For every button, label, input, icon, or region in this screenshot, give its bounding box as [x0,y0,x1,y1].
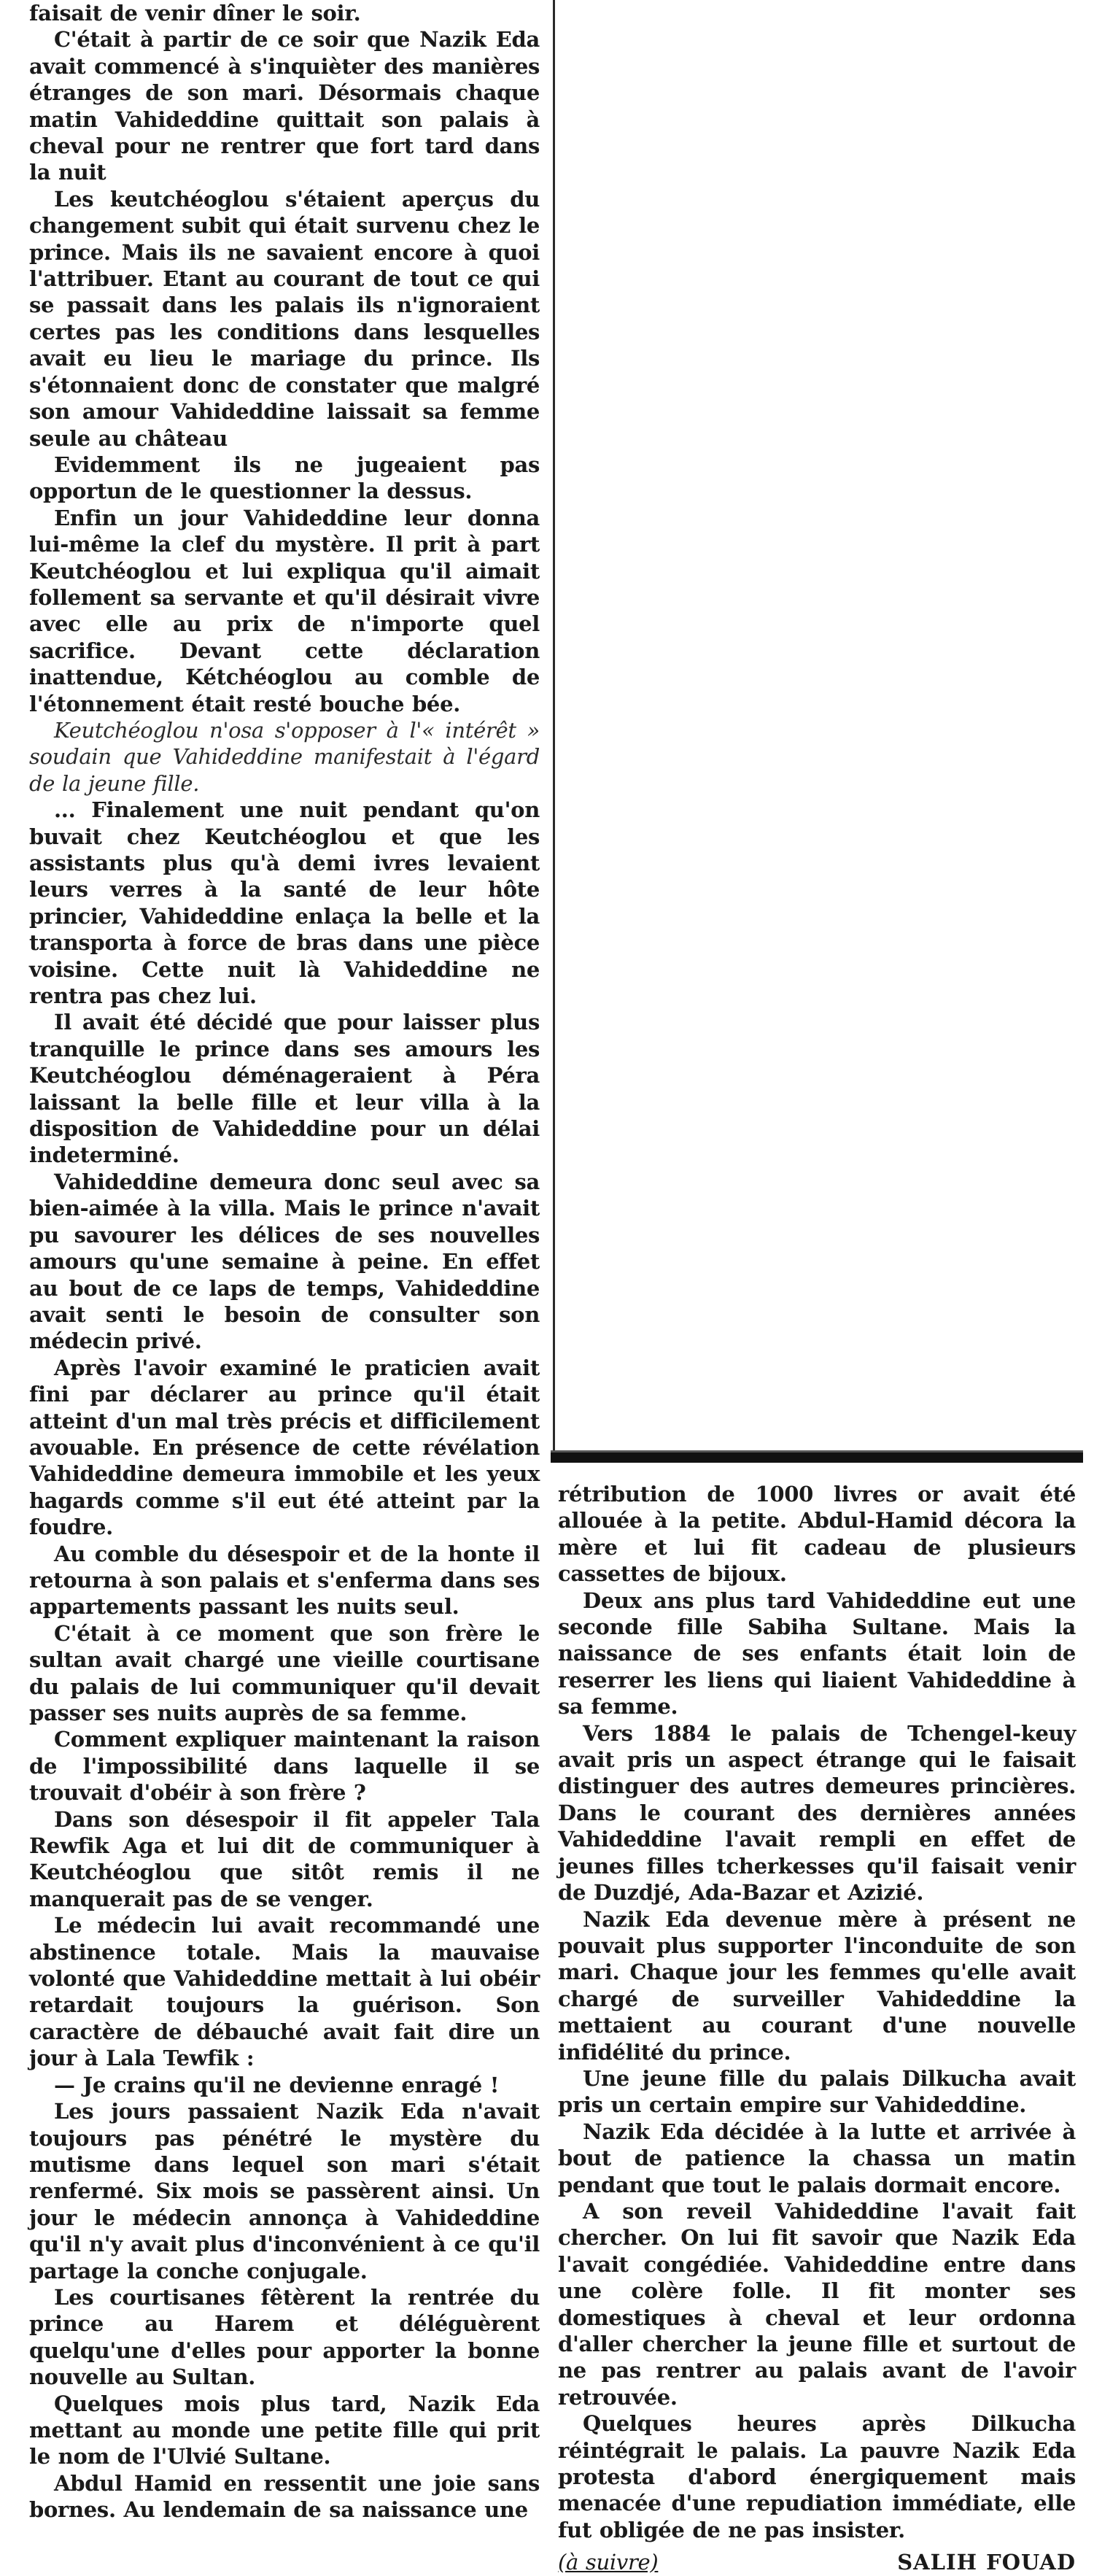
paragraph: Deux ans plus tard Vahideddine eut une seconde fille Sabiha Sultane. Mais la naissance de ses enfants était loin de reserrer les liens qui liaient Vahideddine à sa femme. [558,1587,1076,1720]
paragraph: Le médecin lui avait recommandé une abstinence totale. Mais la mauvaise volonté que Vahideddine mettait à lui obéir retardait toujours la guérison. Son caractère de débauché avait fait dire un jour à Lala Tewfik : [29,1913,540,2071]
right-column [558,1481,1076,2576]
paragraph: Enfin un jour Vahideddine leur donna lui-même la clef du mystère. Il prit à part Keutchéoglou et lui expliqua qu'il aimait follement sa servante et qu'il désirait vivre avec elle au prix de n'importe quel sacrifice. Devant cette déclaration inattendue, Kétchéoglou au comble de l'étonnement était resté bouche bée. [29,505,540,716]
paragraph: Au comble du désespoir et de la honte il retourna à son palais et s'enferma dans ses appartements passant les nuits seul. [29,1541,540,1620]
paragraph: Une jeune fille du palais Dilkucha avait pris un certain empire sur Vahideddine. [558,2065,1076,2118]
paragraph: Quelques mois plus tard, Nazik Eda mettant au monde une petite fille qui prit le nom de l'Ulvié Sultane. [29,2391,540,2469]
paragraph: rétribution de 1000 livres or avait été allouée à la petite. Abdul-Hamid décora la mère et lui fit cadeau de plusieurs cassettes de bijoux. [558,1482,1076,1587]
paragraph: Après l'avoir examiné le praticien avait fini par déclarer au prince qu'il était atteint d'un mal très précis et difficilement avouable. En présence de cette révélation Vahideddine demeura immobile et les yeux hagards comme s'il eut été atteint par la foudre. [29,1355,540,1540]
column-rule-vertical [553,0,555,1459]
column-rule-horizontal [551,1450,1083,1463]
paragraph: Comment expliquer maintenant la raison de l'impossibilité dans laquelle il se trouvait d'obéir à son frère ? [29,1727,540,1806]
paragraph: C'était à ce moment que son frère le sultan avait chargé une vieille courtisane du palais de lui communiquer qu'il devait passer ses nuits auprès de sa femme. [29,1620,540,1725]
paragraph: Nazik Eda devenue mère à présent ne pouvait plus supporter l'inconduite de son mari. Chaque jour les femmes qu'elle avait chargé de surveiller Vahideddine la mettaient au courant d'une nouvelle infidélité du prince. [558,1906,1076,2065]
paragraph: Les jours passaient Nazik Eda n'avait toujours pas pénétré le mystère du mutisme dans lequel son mari s'était renfermé. Six mois se passèrent ainsi. Un jour le médecin annonça à Vahideddine qu'il n'y avait plus d'inconvénient à ce qu'il partage la conche conjugale. [29,2099,540,2283]
paragraph: Abdul Hamid en ressentit une joie sans bornes. Au lendemain de sa naissance une [29,2470,540,2523]
paragraph: Dans son désespoir il fit appeler Tala Rewfik Aga et lui dit de communiquer à Keutchéoglou que sitôt remis il ne manquerait pas de se venger. [29,1806,540,1911]
paragraph: Vers 1884 le palais de Tchengel-keuy avait pris un aspect étrange qui le faisait distinguer des autres demeures princières. Dans le courant des dernières années Vahideddine l'avait rempli en effet de jeunes filles tcherkesses qu'il faisait venir de Duzdjé, Ada-Bazar et Azizié. [558,1720,1076,1906]
paragraph: — Je crains qu'il ne devienne enragé ! [54,2072,500,2097]
continuation-note: (à suivre) [558,2550,659,2575]
paragraph: Quelques heures après Dilkucha réintégrait le palais. La pauvre Nazik Eda protesta d'abord énergiquement mais menacée d'une repudiation immédiate, elle fut obligée de ne pas insister. [558,2411,1076,2542]
paragraph: A son reveil Vahideddine l'avait fait chercher. On lui fit savoir que Nazik Eda l'avait congédiée. Vahideddine entre dans une colère folle. Il fit monter ses domestiques à cheval et leur ordonna d'aller chercher la jeune fille et surtout de ne pas rentrer au palais avant de l'avoir retrouvée. [558,2198,1076,2410]
paragraph: Vahideddine demeura donc seul avec sa bien-aimée à la villa. Mais le prince n'avait pu savourer les délices de ses nouvelles amours qu'une semaine à peine. En effet au bout de ce laps de temps, Vahideddine avait senti le besoin de consulter son médecin privé. [29,1169,540,1354]
blank-area [558,0,1083,1444]
paragraph: Les courtisanes fêtèrent la rentrée du prince au Harem et déléguèrent quelqu'une d'elles pour apporter la bonne nouvelle au Sultan. [29,2284,540,2390]
left-column [29,0,540,2523]
author-signature: SALIH FOUAD [897,2550,1076,2575]
paragraph: Les keutchéoglou s'étaient aperçus du changement subit qui était survenu chez le prince. Mais ils ne savaient encore à quoi l'attribuer. Etant au courant de tout ce qui se passait dans les palais ils n'ignoraient certes pas les conditions dans lesquelles avait eu lieu le mariage du prince. Ils s'étonnaient donc de constater que malgré son amour Vahideddine laissait sa femme seule au château [29,186,540,451]
paragraph: faisait de venir dîner le soir. [29,1,361,26]
paragraph: Evidemment ils ne jugeaient pas opportun de le questionner la dessus. [29,452,540,504]
paragraph: Il avait été décidé que pour laisser plus tranquille le prince dans ses amours les Keutchéoglou déménageraient à Péra laissant la belle fille et leur villa à la disposition de Vahideddine pour un délai indeterminé. [29,1010,540,1168]
paragraph-italic: Keutchéoglou n'osa s'opposer à l'« intérêt » soudain que Vahideddine manifestait à l'égard de la jeune fille. [29,717,540,796]
paragraph: C'était à partir de ce soir que Nazik Eda avait commencé à s'inquièter des manières étranges de son mari. Désormais chaque matin Vahideddine quittait son palais à cheval pour ne rentrer que fort tard dans la nuit [29,27,540,185]
paragraph: Nazik Eda décidée à la lutte et arrivée à bout de patience la chassa un matin pendant que tout le palais dormait encore. [558,2119,1076,2197]
paragraph: ... Finalement une nuit pendant qu'on buvait chez Keutchéoglou et que les assistants plus qu'à demi ivres levaient leurs verres à la santé de leur hôte princier, Vahideddine enlaça la belle et la transporta à force de bras dans une pièce voisine. Cette nuit là Vahideddine ne rentra pas chez lui. [29,797,540,1009]
signature-line [558,2549,1076,2575]
